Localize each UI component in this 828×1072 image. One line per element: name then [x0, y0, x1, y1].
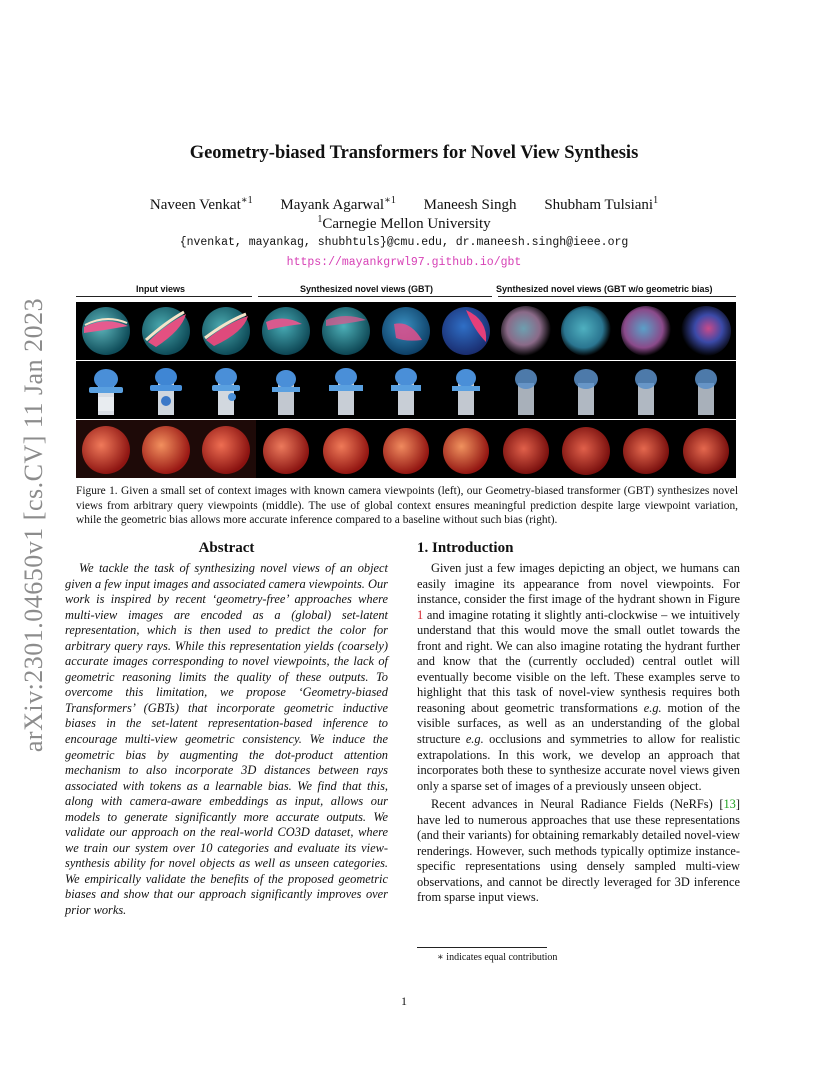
- apple-nobias-view: [616, 420, 676, 478]
- author: Shubham Tulsiani$^1$: [544, 195, 659, 213]
- abstract-text: We tackle the task of synthesizing novel views of an object given a few input images and associated camera viewpoints. Our work is inspired by recent ‘geometry-free’ approaches where multi-view images are encoded as a (global) set-latent representation, which is then used to predict the color for arbitrary query rays. While this representation yields (coarsely) accurate images corresponding to novel viewpoints, the lack of geometric reasoning limits the quality of these outputs. To overcome this limitation, we propose ‘Geometry-biased Transformers’ (GBTs) that incorporate geometric inductive biases in the set-latent representation-based inference to encourage multi-view geometric consistency. We induce the geometric bias by augmenting the dot-product attention mechanism to also incorporate 3D distances between rays associated with tokens as a learnable bias. We find that this, along with camera-aware embeddings as input, allows our models to generate significantly more accurate outputs. We validate our approach on the real-world CO3D dataset, where we train our system over 10 categories and evaluate its view-synthesis ability for novel objects as well as unseen categories. We empirically validate the benefits of the proposed geometric biases and show that our approach significantly improves over prior works.: [65, 561, 388, 918]
- ball-gbt-view: [256, 302, 316, 360]
- ball-nobias-view: [616, 302, 676, 360]
- ball-gbt-view: [316, 302, 376, 360]
- ball-nobias-view: [556, 302, 616, 360]
- apple-nobias-view: [496, 420, 556, 478]
- ball-nobias-view: [496, 302, 556, 360]
- intro-paragraph: Recent advances in Neural Radiance Fields (NeRFs) [13] have led to numerous approaches that use these representations (and their variants) for obtaining remarkably detailed novel-view renderings. However, such methods typically optimize instance-specific representations using densely sampled multi-view observations, and cannot be directly leveraged for 3D inference from sparse input views.: [417, 797, 740, 905]
- ball-input-image: [136, 302, 196, 360]
- page-number: 1: [401, 994, 407, 1008]
- hydrant-input-image: [136, 361, 196, 419]
- header-rule: [258, 296, 492, 297]
- header-gbt-views: Synthesized novel views (GBT): [300, 284, 434, 294]
- hydrant-nobias-view: [556, 361, 616, 419]
- footnote-rule: [417, 947, 547, 948]
- apple-input-image: [136, 420, 196, 478]
- introduction-heading: 1. Introduction: [417, 540, 514, 556]
- header-rule: [498, 296, 736, 297]
- hydrant-input-image: [196, 361, 256, 419]
- hydrant-gbt-view: [256, 361, 316, 419]
- apple-gbt-view: [436, 420, 496, 478]
- abstract-section: [65, 538, 388, 919]
- apple-input-image: [196, 420, 256, 478]
- ball-gbt-view: [436, 302, 496, 360]
- project-url-link[interactable]: https://mayankgrwl97.github.io/gbt: [286, 256, 522, 269]
- apple-gbt-view: [376, 420, 436, 478]
- hydrant-gbt-view: [316, 361, 376, 419]
- ball-nobias-view: [676, 302, 736, 360]
- intro-paragraph: Given just a few images depicting an object, we humans can easily imagine its appearance from novel viewpoints. For instance, consider the first image of the hydrant shown in Figure 1 and imagine rotating it slightly anti-clockwise – we intuitively understand that this would move the small outlet towards the front and right. We can also imagine rotating the hydrant further and know that the (currently occluded) central outlet will eventually become visible on the left. These examples serve to highlight that this task of novel-view synthesis requires both reasoning about geometric transformations e.g. motion of the visible surfaces, as well as an understanding of the global structure e.g. occlusions and symmetries to allow for realistic extrapolations. In this work, we develop an approach that incorporates both these to synthesize accurate novel views given only a sparse set of images of a previously unseen object.: [417, 561, 741, 793]
- hydrant-nobias-view: [616, 361, 676, 419]
- ball-gbt-view: [376, 302, 436, 360]
- figure-row-apple: [76, 420, 736, 478]
- figure-row-ball: [76, 302, 736, 360]
- paper-title: Geometry-biased Transformers for Novel View Synthesis: [189, 143, 639, 163]
- figure-ref-link[interactable]: 1: [417, 607, 424, 622]
- ball-input-image: [76, 302, 136, 360]
- apple-nobias-view: [676, 420, 736, 478]
- header-rule: [76, 296, 252, 297]
- introduction-section: [417, 538, 740, 906]
- citation-link[interactable]: 13: [723, 797, 736, 812]
- hydrant-nobias-view: [676, 361, 736, 419]
- hydrant-gbt-view: [376, 361, 436, 419]
- hydrant-nobias-view: [496, 361, 556, 419]
- header-nobias-views: Synthesized novel views (GBT w/o geometric bias): [496, 284, 713, 294]
- arxiv-stamp: [14, 290, 54, 760]
- footnote: ∗ indicates equal contribution: [437, 952, 558, 963]
- header-input-views: Input views: [136, 284, 186, 294]
- arxiv-id: arXiv:2301.04650v1 [cs.CV] 11 Jan 2023: [19, 297, 48, 753]
- ball-input-image: [196, 302, 256, 360]
- apple-gbt-view: [316, 420, 376, 478]
- hydrant-gbt-view: [436, 361, 496, 419]
- apple-gbt-view: [256, 420, 316, 478]
- apple-nobias-view: [556, 420, 616, 478]
- figure-row-hydrant: [76, 361, 736, 419]
- affiliation: $^1$Carnegie Mellon University: [317, 214, 491, 232]
- author-emails: {nvenkat, mayankag, shubhtuls}@cmu.edu, dr.maneesh.singh@ieee.org: [179, 236, 629, 249]
- abstract-heading: Abstract: [198, 540, 255, 556]
- apple-input-image: [76, 420, 136, 478]
- author: Mayank Agarwal$^{∗1}$: [280, 195, 396, 213]
- author: Naveen Venkat$^{∗1}$: [149, 195, 253, 213]
- hydrant-input-image: [76, 361, 136, 419]
- figure-caption: Figure 1. Given a small set of context images with known camera viewpoints (left), our Geometry-biased transformer (GBT) synthesizes novel views from arbitrary query viewpoints (middle). The use of global context ensures meaningful prediction despite large viewpoint variation, while the geometric bias allows more accurate inference compared to a baseline without such bias (right).: [76, 485, 738, 527]
- author: Maneesh Singh: [423, 197, 517, 213]
- author-list: [0, 195, 808, 214]
